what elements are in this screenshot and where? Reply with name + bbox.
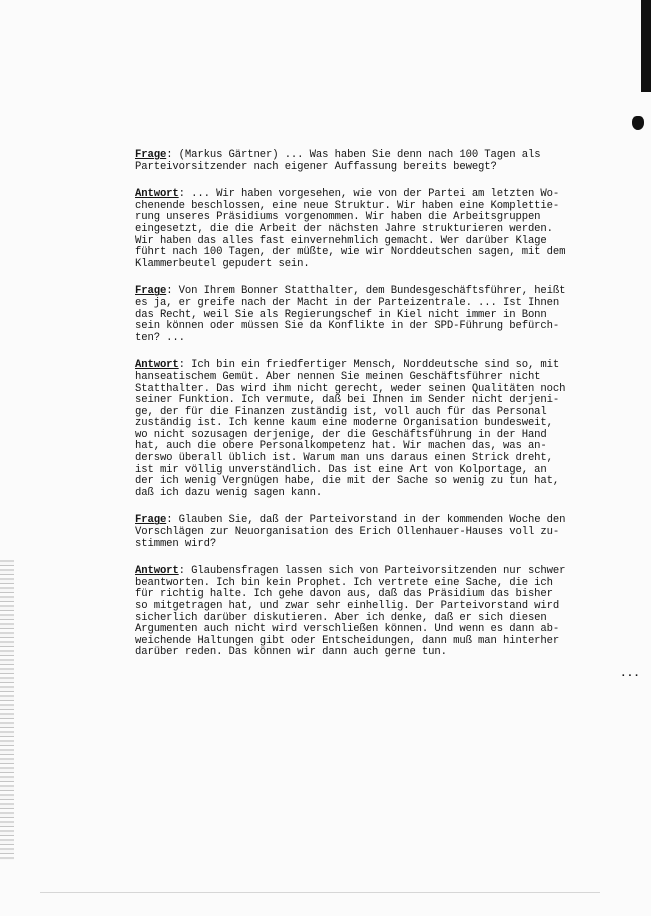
text-line: Frage: Glauben Sie, daß der Parteivorstand in der kommenden Woche den xyxy=(135,514,566,527)
text-line: hat, auch die obere Personalkompetenz hat. Wir machen das, was an- xyxy=(135,440,547,453)
text-line: derswo überall üblich ist. Warum man uns daraus einen Strick dreht, xyxy=(135,452,553,465)
punch-hole-mark xyxy=(632,116,644,130)
text-line: führt nach 100 Tagen, der müßte, wie wir Norddeutschen sagen, mit dem xyxy=(135,246,566,259)
text-line: Parteivorsitzender nach eigener Auffassung bereits bewegt? xyxy=(135,160,497,173)
text-line: daß ich dazu wenig sagen kann. xyxy=(135,486,323,499)
text-line: Frage: Von Ihrem Bonner Statthalter, dem Bundesgeschäftsführer, heißt xyxy=(135,285,566,298)
text-line: es ja, er greife nach der Macht in der Parteizentrale. ... Ist Ihnen xyxy=(135,296,560,309)
continuation-ellipsis: ... xyxy=(620,668,640,680)
text-line: ge, der für die Finanzen zuständig ist, voll auch für das Personal xyxy=(135,405,547,418)
answer-label: Antwort xyxy=(135,188,179,201)
question-label: Frage xyxy=(135,149,167,161)
scan-edge-mark xyxy=(641,0,651,92)
text-line: chenende beschlossen, eine neue Struktur. Wir haben eine Komplettie- xyxy=(135,199,560,212)
answer-label: Antwort xyxy=(135,359,179,372)
page-bottom-rule xyxy=(40,892,600,893)
text-line: ten? ... xyxy=(135,331,185,344)
question-1 xyxy=(135,150,637,173)
answer-label: Antwort xyxy=(135,565,179,578)
text-line: der ich wenig Vergnügen habe, die mit der Sache so wenig zu tun hat, xyxy=(135,475,560,488)
answer-3 xyxy=(135,566,637,659)
text-line: Argumenten auch nicht wird verschließen können. Und wenn es dann ab- xyxy=(135,623,560,636)
text-line: Antwort: Ich bin ein friedfertiger Mensch, Norddeutsche sind so, mit xyxy=(135,359,560,372)
text-line: Antwort: Glaubensfragen lassen sich von Parteivorsitzenden nur schwer xyxy=(135,565,566,578)
text-line: eingesetzt, die die Arbeit der nächsten Jahre strukturieren werden. xyxy=(135,222,553,235)
text-line: zuständig ist. Ich kenne kaum eine moderne Organisation bundesweit, xyxy=(135,417,553,430)
question-label: Frage xyxy=(135,514,167,527)
text-line: weichende Haltungen gibt oder Entscheidungen, dann muß man hinterher xyxy=(135,634,560,647)
text-line: ist mir völlig unverständlich. Das ist eine Art von Kolportage, an xyxy=(135,463,547,476)
text-line: Vorschlägen zur Neuorganisation des Erich Ollenhauer-Hauses voll zu- xyxy=(135,526,560,539)
text-line: wo nicht sozusagen derjenige, der die Geschäftsführung in der Hand xyxy=(135,428,547,441)
text-line: rung unseres Präsidiums vorgenommen. Wir haben die Arbeitsgruppen xyxy=(135,211,541,224)
answer-1 xyxy=(135,189,637,270)
text-line: Antwort: ... Wir haben vorgesehen, wie von der Partei am letzten Wo- xyxy=(135,188,560,201)
text-line: hanseatischem Gemüt. Aber nennen Sie meinen Geschäftsführer nicht xyxy=(135,370,541,383)
text-line: Klammerbeutel gepudert sein. xyxy=(135,257,310,270)
question-2 xyxy=(135,286,637,344)
text-line: Frage: (Markus Gärtner) ... Was haben Sie denn nach 100 Tagen als xyxy=(135,149,541,161)
question-3 xyxy=(135,515,637,550)
text-line: sicherlich darüber diskutieren. Aber ich denke, daß er sich diesen xyxy=(135,611,547,624)
question-label: Frage xyxy=(135,285,167,298)
text-line: seiner Funktion. Ich vermute, daß bei Ihnen im Sender nicht derjeni- xyxy=(135,394,560,407)
text-line: so mitgetragen hat, und zwar sehr einhellig. Der Parteivorstand wird xyxy=(135,600,560,612)
text-line: darüber reden. Das können wir dann auch gerne tun. xyxy=(135,646,447,659)
scan-artifact-strip xyxy=(0,560,14,860)
text-line: Statthalter. Das wird ihm nicht gerecht, weder seinen Qualitäten noch xyxy=(135,382,566,395)
text-line: stimmen wird? xyxy=(135,537,217,550)
text-line: das Recht, weil Sie als Regierungschef in Kiel nicht immer in Bonn xyxy=(135,308,547,321)
answer-2 xyxy=(135,360,637,499)
text-line: sein können oder müssen Sie da Konflikte in der SPD-Führung befürch- xyxy=(135,320,560,333)
interview-text xyxy=(135,150,637,675)
text-line: Wir haben das alles fast einvernehmlich gemacht. Wer darüber Klage xyxy=(135,234,547,247)
text-line: beantworten. Ich bin kein Prophet. Ich vertrete eine Sache, die ich xyxy=(135,576,553,589)
text-line: für richtig halte. Ich gehe davon aus, daß das Präsidium das bisher xyxy=(135,588,553,601)
